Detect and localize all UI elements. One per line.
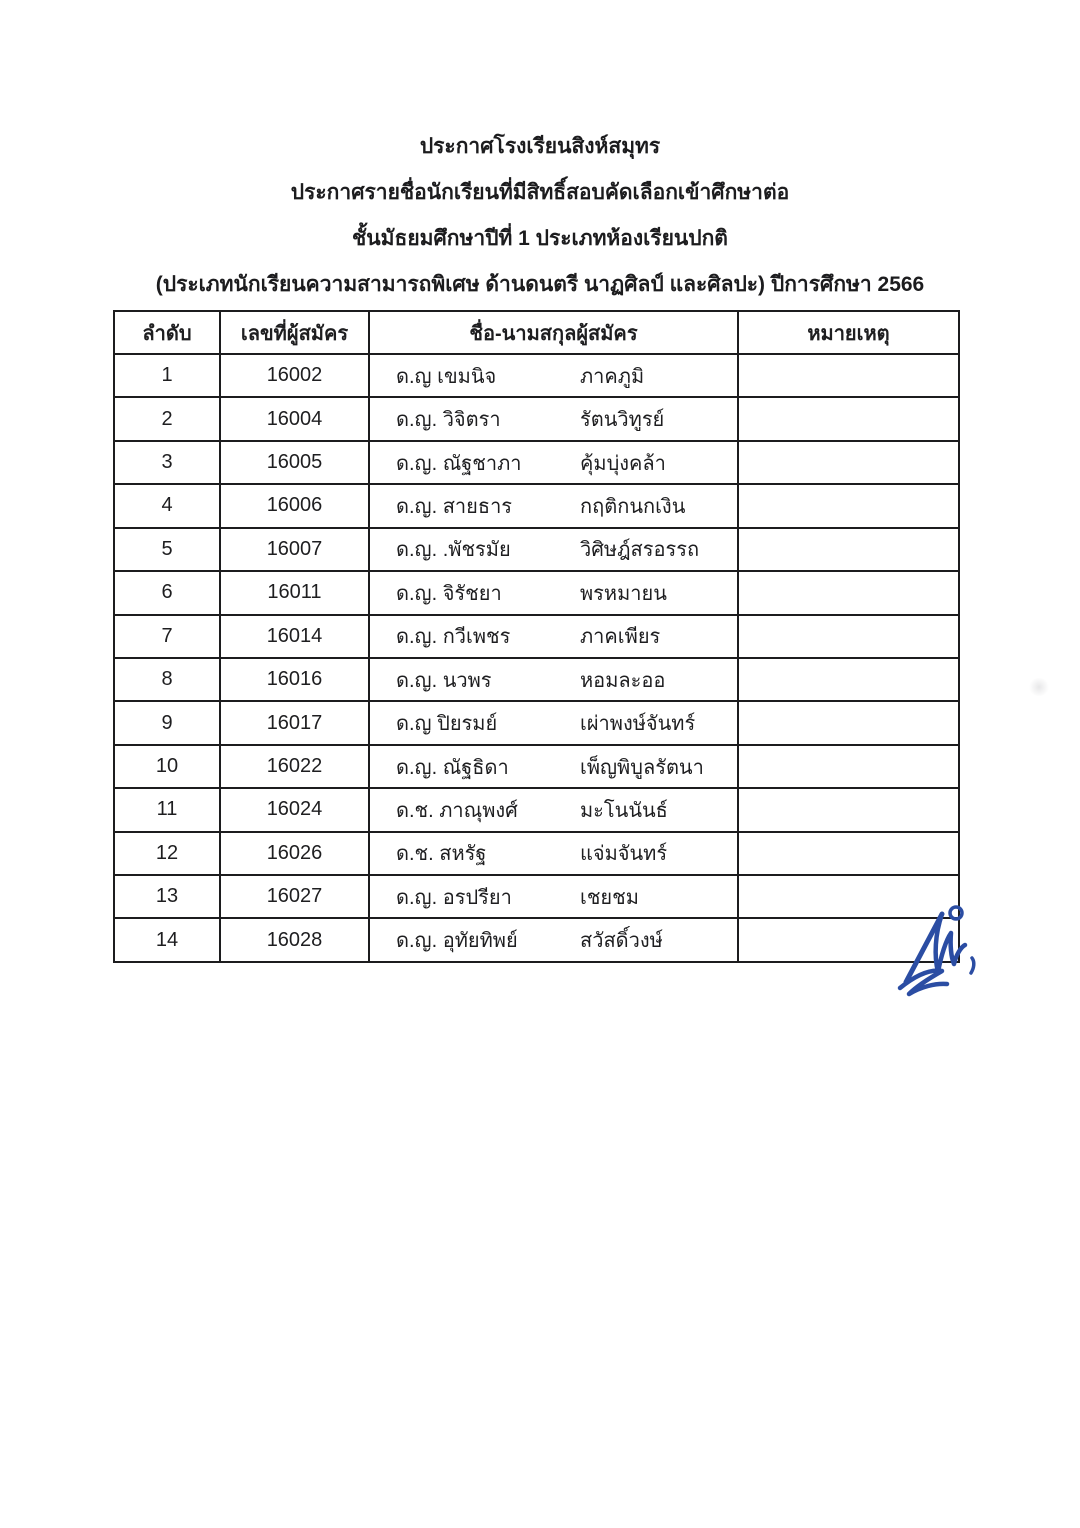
doc-title-announcement: ประกาศรายชื่อนักเรียนที่มีสิทธิ์สอบคัดเลือกเข้าศึกษาต่อ [290,181,790,204]
cell-note [738,528,959,571]
applicant-surname: คุ้มบุ่งคล้า [580,452,666,475]
cell-applicant-name [369,788,738,831]
cell-applicant-name [369,484,738,527]
cell-applicant-id: 16024 [220,788,369,831]
cell-order-number: 9 [114,701,220,744]
applicant-given-name: ด.ญ. จิรัชยา [396,582,502,605]
cell-order-number: 2 [114,397,220,440]
applicant-given-name: ด.ญ เขมนิจ [396,365,497,388]
cell-applicant-id: 16007 [220,528,369,571]
cell-note [738,397,959,440]
cell-applicant-id: 16017 [220,701,369,744]
applicant-given-name: ด.ญ. ณัฐธิดา [396,756,509,779]
cell-order-number: 14 [114,918,220,962]
cell-applicant-name [369,615,738,658]
cell-note [738,658,959,701]
cell-note [738,745,959,788]
cell-note [738,918,959,962]
applicant-surname: แจ่มจันทร์ [580,843,668,866]
table-row [114,397,959,440]
cell-applicant-name [369,918,738,962]
applicant-surname: วิศิษฎ์สรอรรถ [580,539,700,562]
document-header [0,127,1080,311]
applicant-surname: กฤติกนกเงิน [580,495,686,518]
cell-order-number: 8 [114,658,220,701]
column-header-name: ชื่อ-นามสกุลผู้สมัคร [369,311,738,354]
cell-order-number: 6 [114,571,220,614]
cell-note [738,875,959,918]
cell-order-number: 11 [114,788,220,831]
table-row [114,918,959,962]
cell-note [738,441,959,484]
cell-applicant-name [369,832,738,875]
cell-order-number: 1 [114,354,220,397]
applicant-given-name: ด.ญ. สายธาร [396,495,513,518]
table-row [114,832,959,875]
cell-applicant-name [369,528,738,571]
cell-order-number: 10 [114,745,220,788]
applicant-given-name: ด.ญ. กวีเพชร [396,626,511,649]
cell-order-number: 7 [114,615,220,658]
column-header-note: หมายเหตุ [738,311,959,354]
cell-applicant-id: 16006 [220,484,369,527]
table-header-row [114,311,959,354]
applicant-surname: มะโนนันธ์ [580,799,668,822]
table-row [114,441,959,484]
applicant-given-name: ด.ช. ภาณุพงศ์ [396,799,518,822]
applicant-surname: หอมละออ [580,669,666,692]
doc-title-grade-level: ชั้นมัธยมศึกษาปีที่ 1 ประเภทห้องเรียนปกติ [352,227,728,250]
cell-note [738,484,959,527]
applicant-given-name: ด.ญ. อรปรียา [396,886,512,909]
cell-order-number: 12 [114,832,220,875]
cell-applicant-name [369,397,738,440]
table-body [114,354,959,962]
cell-applicant-name [369,354,738,397]
applicant-given-name: ด.ญ. วิจิตรา [396,409,501,432]
doc-title-school: ประกาศโรงเรียนสิงห์สมุทร [419,135,661,158]
applicant-roster-table [113,310,960,963]
applicant-surname: รัตนวิทูรย์ [580,409,665,432]
cell-applicant-id: 16004 [220,397,369,440]
applicant-surname: ภาคภูมิ [580,365,645,388]
table-row [114,701,959,744]
cell-note [738,354,959,397]
doc-title-program-year: (ประเภทนักเรียนความสามารถพิเศษ ด้านดนตรี นาฏศิลป์ และศิลปะ) ปีการศึกษา 2566 [155,273,925,296]
table-row [114,354,959,397]
table-row [114,528,959,571]
cell-note [738,701,959,744]
applicant-surname: เพ็ญพิบูลรัตนา [580,756,704,779]
applicant-surname: ภาคเพียร [580,626,661,649]
cell-applicant-id: 16027 [220,875,369,918]
cell-applicant-name [369,745,738,788]
column-header-applicant-id: เลขที่ผู้สมัคร [220,311,369,354]
table-row [114,745,959,788]
column-header-order: ลำดับ [114,311,220,354]
cell-applicant-id: 16011 [220,571,369,614]
cell-applicant-name [369,875,738,918]
applicant-surname: เชยชม [580,886,639,909]
table-row [114,788,959,831]
table-row [114,658,959,701]
cell-applicant-name [369,658,738,701]
applicant-given-name: ด.ญ. อุทัยทิพย์ [396,930,518,953]
applicant-surname: เผ่าพงษ์จันทร์ [580,713,696,736]
table-row [114,875,959,918]
cell-note [738,832,959,875]
cell-applicant-id: 16014 [220,615,369,658]
cell-applicant-id: 16022 [220,745,369,788]
cell-applicant-id: 16026 [220,832,369,875]
applicant-surname: สวัสดิ์วงษ์ [580,930,663,953]
cell-order-number: 13 [114,875,220,918]
cell-applicant-name [369,571,738,614]
applicant-given-name: ด.ญ. ณัฐชาภา [396,452,522,475]
cell-note [738,788,959,831]
cell-applicant-id: 16005 [220,441,369,484]
cell-note [738,615,959,658]
applicant-surname: พรหมายน [580,582,667,605]
cell-applicant-id: 16028 [220,918,369,962]
applicant-given-name: ด.ญ. นวพร [396,669,492,692]
applicant-given-name: ด.ญ. .พัชรมัย [396,539,511,562]
table-row [114,615,959,658]
cell-applicant-id: 16016 [220,658,369,701]
cell-order-number: 5 [114,528,220,571]
cell-applicant-name [369,701,738,744]
cell-order-number: 4 [114,484,220,527]
scan-artifact-smudge [1028,678,1050,696]
applicant-given-name: ด.ช. สหรัฐ [396,843,487,866]
cell-note [738,571,959,614]
cell-applicant-id: 16002 [220,354,369,397]
cell-order-number: 3 [114,441,220,484]
applicant-given-name: ด.ญ ปิยรมย์ [396,713,498,736]
table-row [114,484,959,527]
table-row [114,571,959,614]
cell-applicant-name [369,441,738,484]
